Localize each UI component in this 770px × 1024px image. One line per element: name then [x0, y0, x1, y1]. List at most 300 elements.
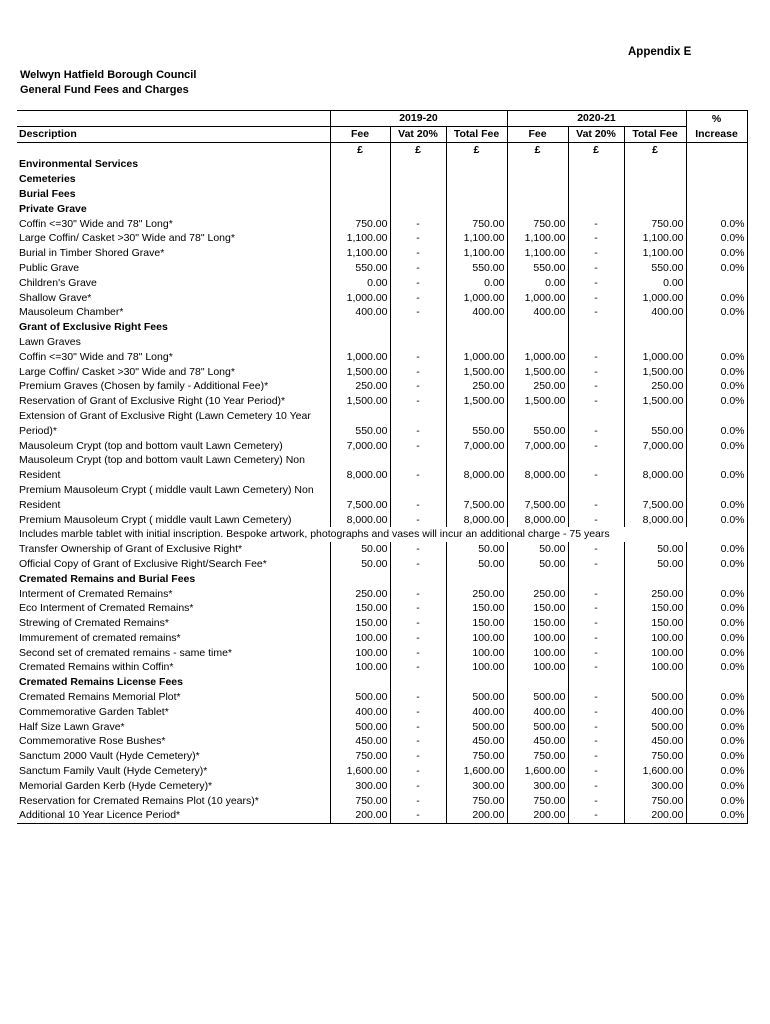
appendix-label: Appendix E — [628, 46, 692, 58]
fee-description: Public Grave — [19, 261, 80, 274]
currency-symbol: £ — [446, 142, 507, 157]
total-2020-value: 50.00 — [624, 542, 686, 557]
fee-row — [17, 439, 747, 454]
empty-cell — [568, 675, 624, 690]
fee-2020-value: 450.00 — [507, 734, 568, 749]
empty-cell — [330, 157, 390, 172]
fee-description: Premium Graves (Chosen by family - Additional Fee)* — [19, 380, 269, 393]
total-2020-value: 1,100.00 — [624, 231, 686, 246]
total-2020-value: 0.00 — [624, 276, 686, 291]
fee-2020-value: 1,000.00 — [507, 291, 568, 306]
currency-spacer — [17, 142, 330, 157]
section-heading: Grant of Exclusive Right Fees — [19, 321, 168, 334]
empty-cell — [330, 675, 390, 690]
header-year-2020-21: 2020-21 — [507, 111, 686, 127]
total-2019-value: 150.00 — [446, 601, 507, 616]
vat-2019-value: - — [390, 217, 446, 232]
vat-2019-value: - — [390, 690, 446, 705]
fee-2019-value: 50.00 — [330, 542, 390, 557]
fee-2019-value: 400.00 — [330, 305, 390, 320]
total-2020-value: 500.00 — [624, 690, 686, 705]
section-heading: Environmental Services — [19, 158, 139, 171]
fee-row — [17, 616, 747, 631]
increase-value: 0.0% — [686, 350, 747, 365]
fee-2019-value: 400.00 — [330, 705, 390, 720]
vat-2020-value: - — [568, 542, 624, 557]
total-2020-value: 200.00 — [624, 808, 686, 823]
fee-2019-value: 500.00 — [330, 690, 390, 705]
empty-cell — [446, 320, 507, 335]
empty-cell — [624, 172, 686, 187]
empty-cell — [507, 157, 568, 172]
fees-table-container — [17, 110, 747, 824]
total-2020-value: 7,000.00 — [624, 439, 686, 454]
header-total-2020: Total Fee — [624, 126, 686, 142]
section-heading-row — [17, 320, 747, 335]
vat-2019-value: - — [390, 513, 446, 528]
empty-cell — [390, 172, 446, 187]
fee-description: Large Coffin/ Casket >30" Wide and 78" Long* — [19, 232, 235, 245]
total-2019-value: 50.00 — [446, 557, 507, 572]
vat-2020-value: - — [568, 557, 624, 572]
vat-2020-value: - — [568, 246, 624, 261]
fee-row — [17, 453, 747, 483]
spacer-cell — [17, 823, 330, 824]
vat-2020-value: - — [568, 483, 624, 513]
empty-cell — [568, 172, 624, 187]
fee-2020-value: 1,500.00 — [507, 394, 568, 409]
fee-description: Second set of cremated remains - same time* — [19, 646, 233, 659]
increase-value: 0.0% — [686, 749, 747, 764]
total-2019-value: 1,500.00 — [446, 365, 507, 380]
vat-2019-value: - — [390, 749, 446, 764]
fee-row — [17, 660, 747, 675]
fee-2020-value: 500.00 — [507, 690, 568, 705]
fee-2019-value: 8,000.00 — [330, 513, 390, 528]
total-2020-value: 550.00 — [624, 261, 686, 276]
vat-2019-value: - — [390, 305, 446, 320]
fee-2019-value: 8,000.00 — [330, 453, 390, 483]
vat-2019-value: - — [390, 261, 446, 276]
vat-2020-value: - — [568, 720, 624, 735]
total-2019-value: 1,600.00 — [446, 764, 507, 779]
fee-2020-value: 750.00 — [507, 749, 568, 764]
empty-cell — [330, 202, 390, 217]
empty-cell — [446, 157, 507, 172]
currency-symbol: £ — [568, 142, 624, 157]
header-vat-2020: Vat 20% — [568, 126, 624, 142]
total-2019-value: 1,100.00 — [446, 231, 507, 246]
header-increase: Increase — [686, 126, 747, 142]
vat-2019-value: - — [390, 794, 446, 809]
fee-description: Large Coffin/ Casket >30" Wide and 78" Long* — [19, 365, 235, 378]
total-2019-value: 0.00 — [446, 276, 507, 291]
empty-cell — [624, 572, 686, 587]
fee-2019-value: 100.00 — [330, 660, 390, 675]
vat-2019-value: - — [390, 557, 446, 572]
fee-2019-value: 1,000.00 — [330, 350, 390, 365]
empty-cell — [330, 172, 390, 187]
section-heading-row — [17, 572, 747, 587]
total-2019-value: 200.00 — [446, 808, 507, 823]
increase-value: 0.0% — [686, 720, 747, 735]
section-heading-row — [17, 172, 747, 187]
vat-2019-value: - — [390, 453, 446, 483]
section-heading-row — [17, 675, 747, 690]
empty-cell — [624, 320, 686, 335]
total-2019-value: 550.00 — [446, 261, 507, 276]
increase-value: 0.0% — [686, 379, 747, 394]
spacer-row — [17, 823, 747, 824]
vat-2019-value: - — [390, 409, 446, 439]
fee-row — [17, 231, 747, 246]
fee-row — [17, 542, 747, 557]
subsection-label: Lawn Graves — [19, 335, 81, 348]
fee-2020-value: 400.00 — [507, 305, 568, 320]
empty-cell — [390, 187, 446, 202]
increase-value: 0.0% — [686, 513, 747, 528]
fee-2019-value: 0.00 — [330, 276, 390, 291]
fee-description: Coffin <=30" Wide and 78" Long* — [19, 217, 173, 230]
fee-description: Sanctum Family Vault (Hyde Cemetery)* — [19, 765, 208, 778]
fee-description: Children's Grave — [19, 276, 97, 289]
vat-2020-value: - — [568, 217, 624, 232]
empty-cell — [446, 202, 507, 217]
header-percent: % — [686, 111, 747, 127]
fee-2019-value: 7,500.00 — [330, 483, 390, 513]
empty-cell — [446, 572, 507, 587]
total-2020-value: 1,500.00 — [624, 394, 686, 409]
fee-2020-value: 1,100.00 — [507, 231, 568, 246]
document-title — [20, 68, 196, 98]
note-text: Includes marble tablet with initial inscription. Bespoke artwork, photographs and vases will incur an additional charge - 75 years — [17, 527, 747, 542]
fee-description: Reservation for Cremated Remains Plot (10 years)* — [19, 794, 259, 807]
fee-description: Sanctum 2000 Vault (Hyde Cemetery)* — [19, 750, 200, 763]
total-2020-value: 1,600.00 — [624, 764, 686, 779]
fee-row — [17, 808, 747, 823]
fee-2019-value: 750.00 — [330, 217, 390, 232]
fee-2019-value: 750.00 — [330, 749, 390, 764]
vat-2019-value: - — [390, 764, 446, 779]
empty-cell — [390, 157, 446, 172]
fee-2020-value: 500.00 — [507, 720, 568, 735]
section-heading-row — [17, 187, 747, 202]
empty-cell — [686, 172, 747, 187]
total-2020-value: 1,000.00 — [624, 291, 686, 306]
empty-cell — [330, 823, 390, 824]
fee-2019-value: 1,100.00 — [330, 246, 390, 261]
total-2020-value: 750.00 — [624, 794, 686, 809]
total-2020-value: 750.00 — [624, 217, 686, 232]
section-heading: Burial Fees — [19, 187, 76, 200]
increase-value: 0.0% — [686, 483, 747, 513]
vat-2020-value: - — [568, 261, 624, 276]
increase-value: 0.0% — [686, 646, 747, 661]
vat-2020-value: - — [568, 794, 624, 809]
total-2019-value: 400.00 — [446, 705, 507, 720]
vat-2019-value: - — [390, 587, 446, 602]
empty-cell — [507, 335, 568, 350]
fee-row — [17, 794, 747, 809]
total-2019-value: 1,500.00 — [446, 394, 507, 409]
vat-2019-value: - — [390, 542, 446, 557]
total-2019-value: 550.00 — [446, 409, 507, 439]
fee-description: Commemorative Rose Bushes* — [19, 735, 166, 748]
fee-row — [17, 379, 747, 394]
fee-row — [17, 646, 747, 661]
increase-value: 0.0% — [686, 231, 747, 246]
vat-2020-value: - — [568, 231, 624, 246]
empty-cell — [624, 335, 686, 350]
increase-value: 0.0% — [686, 734, 747, 749]
empty-cell — [686, 202, 747, 217]
vat-2020-value: - — [568, 439, 624, 454]
vat-2020-value: - — [568, 631, 624, 646]
section-heading-row — [17, 157, 747, 172]
increase-value — [686, 276, 747, 291]
note-row — [17, 527, 747, 542]
vat-2020-value: - — [568, 305, 624, 320]
fee-description: Strewing of Cremated Remains* — [19, 617, 169, 630]
fee-description: Additional 10 Year Licence Period* — [19, 809, 181, 822]
fees-table-body — [17, 157, 747, 823]
fee-row — [17, 365, 747, 380]
vat-2020-value: - — [568, 409, 624, 439]
vat-2019-value: - — [390, 483, 446, 513]
fee-description: Coffin <=30" Wide and 78" Long* — [19, 350, 173, 363]
fee-description: Memorial Garden Kerb (Hyde Cemetery)* — [19, 779, 213, 792]
fee-2019-value: 100.00 — [330, 646, 390, 661]
fee-description: Premium Mausoleum Crypt ( middle vault Lawn Cemetery) Non Resident — [19, 483, 314, 511]
vat-2019-value: - — [390, 291, 446, 306]
empty-cell — [507, 202, 568, 217]
vat-2019-value: - — [390, 779, 446, 794]
fee-2019-value: 50.00 — [330, 557, 390, 572]
vat-2020-value: - — [568, 749, 624, 764]
vat-2020-value: - — [568, 705, 624, 720]
vat-2020-value: - — [568, 513, 624, 528]
fee-2020-value: 0.00 — [507, 276, 568, 291]
total-2020-value: 1,500.00 — [624, 365, 686, 380]
fee-2020-value: 550.00 — [507, 409, 568, 439]
fee-2019-value: 750.00 — [330, 794, 390, 809]
vat-2019-value: - — [390, 720, 446, 735]
fee-2020-value: 1,600.00 — [507, 764, 568, 779]
vat-2019-value: - — [390, 231, 446, 246]
header-description: Description — [17, 126, 330, 142]
fee-row — [17, 705, 747, 720]
total-2019-value: 250.00 — [446, 587, 507, 602]
fee-2019-value: 7,000.00 — [330, 439, 390, 454]
fee-2020-value: 150.00 — [507, 601, 568, 616]
vat-2020-value: - — [568, 365, 624, 380]
fee-row — [17, 350, 747, 365]
total-2020-value: 7,500.00 — [624, 483, 686, 513]
vat-2019-value: - — [390, 631, 446, 646]
currency-symbol: £ — [330, 142, 390, 157]
total-2019-value: 750.00 — [446, 217, 507, 232]
total-2019-value: 7,000.00 — [446, 439, 507, 454]
header-row-columns — [17, 126, 747, 142]
total-2019-value: 50.00 — [446, 542, 507, 557]
fee-2019-value: 1,000.00 — [330, 291, 390, 306]
vat-2019-value: - — [390, 601, 446, 616]
total-2019-value: 1,000.00 — [446, 350, 507, 365]
vat-2019-value: - — [390, 616, 446, 631]
fee-description: Mausoleum Chamber* — [19, 306, 124, 319]
total-2020-value: 400.00 — [624, 305, 686, 320]
section-heading: Cremated Remains License Fees — [19, 676, 183, 689]
fee-2020-value: 300.00 — [507, 779, 568, 794]
increase-value: 0.0% — [686, 542, 747, 557]
increase-value: 0.0% — [686, 365, 747, 380]
vat-2019-value: - — [390, 350, 446, 365]
fee-2020-value: 150.00 — [507, 616, 568, 631]
vat-2020-value: - — [568, 453, 624, 483]
fee-row — [17, 409, 747, 439]
vat-2019-value: - — [390, 734, 446, 749]
header-row-currency — [17, 142, 747, 157]
subsection-row — [17, 335, 747, 350]
fee-2020-value: 400.00 — [507, 705, 568, 720]
total-2019-value: 7,500.00 — [446, 483, 507, 513]
fee-2020-value: 1,000.00 — [507, 350, 568, 365]
fee-description: Burial in Timber Shored Grave* — [19, 247, 165, 260]
vat-2020-value: - — [568, 690, 624, 705]
total-2020-value: 1,100.00 — [624, 246, 686, 261]
total-2020-value: 1,000.00 — [624, 350, 686, 365]
empty-cell — [624, 187, 686, 202]
section-heading: Cremated Remains and Burial Fees — [19, 572, 196, 585]
fee-row — [17, 246, 747, 261]
fee-2020-value: 200.00 — [507, 808, 568, 823]
fee-2019-value: 1,500.00 — [330, 394, 390, 409]
empty-cell — [568, 157, 624, 172]
header-total-2019: Total Fee — [446, 126, 507, 142]
empty-cell — [568, 335, 624, 350]
fee-description: Extension of Grant of Exclusive Right (Lawn Cemetery 10 Year Period)* — [19, 409, 311, 437]
total-2019-value: 8,000.00 — [446, 453, 507, 483]
total-2020-value: 500.00 — [624, 720, 686, 735]
empty-cell — [624, 157, 686, 172]
section-heading: Private Grave — [19, 202, 87, 215]
vat-2019-value: - — [390, 660, 446, 675]
fee-row — [17, 749, 747, 764]
fees-table — [17, 110, 748, 824]
fee-2020-value: 8,000.00 — [507, 453, 568, 483]
fee-description: Premium Mausoleum Crypt ( middle vault Lawn Cemetery) — [19, 513, 292, 526]
empty-cell — [390, 675, 446, 690]
fee-row — [17, 261, 747, 276]
total-2019-value: 1,000.00 — [446, 291, 507, 306]
fee-2020-value: 7,500.00 — [507, 483, 568, 513]
empty-cell — [507, 823, 568, 824]
currency-symbol: £ — [390, 142, 446, 157]
header-year-2019-20: 2019-20 — [330, 111, 507, 127]
total-2020-value: 400.00 — [624, 705, 686, 720]
fee-2019-value: 150.00 — [330, 601, 390, 616]
total-2019-value: 500.00 — [446, 690, 507, 705]
fee-2019-value: 500.00 — [330, 720, 390, 735]
total-2020-value: 150.00 — [624, 616, 686, 631]
fee-row — [17, 557, 747, 572]
empty-cell — [568, 202, 624, 217]
fee-row — [17, 394, 747, 409]
empty-cell — [686, 335, 747, 350]
increase-value: 0.0% — [686, 409, 747, 439]
fee-description: Reservation of Grant of Exclusive Right (10 Year Period)* — [19, 395, 286, 408]
vat-2019-value: - — [390, 276, 446, 291]
increase-value: 0.0% — [686, 246, 747, 261]
empty-cell — [330, 335, 390, 350]
vat-2020-value: - — [568, 808, 624, 823]
fee-2020-value: 7,000.00 — [507, 439, 568, 454]
fee-row — [17, 690, 747, 705]
fee-2020-value: 100.00 — [507, 631, 568, 646]
empty-cell — [686, 320, 747, 335]
empty-cell — [446, 335, 507, 350]
empty-cell — [390, 335, 446, 350]
vat-2020-value: - — [568, 646, 624, 661]
increase-value: 0.0% — [686, 217, 747, 232]
fee-2020-value: 250.00 — [507, 587, 568, 602]
header-spacer — [17, 111, 330, 127]
fee-row — [17, 734, 747, 749]
fee-2020-value: 750.00 — [507, 217, 568, 232]
vat-2020-value: - — [568, 394, 624, 409]
fee-2019-value: 450.00 — [330, 734, 390, 749]
total-2020-value: 150.00 — [624, 601, 686, 616]
increase-value: 0.0% — [686, 690, 747, 705]
empty-cell — [446, 187, 507, 202]
increase-value: 0.0% — [686, 453, 747, 483]
fee-2019-value: 250.00 — [330, 379, 390, 394]
increase-value: 0.0% — [686, 764, 747, 779]
fee-2019-value: 1,100.00 — [330, 231, 390, 246]
total-2019-value: 100.00 — [446, 631, 507, 646]
empty-cell — [686, 187, 747, 202]
total-2020-value: 450.00 — [624, 734, 686, 749]
fee-2020-value: 1,100.00 — [507, 246, 568, 261]
empty-cell — [390, 320, 446, 335]
vat-2019-value: - — [390, 365, 446, 380]
vat-2020-value: - — [568, 587, 624, 602]
total-2020-value: 8,000.00 — [624, 513, 686, 528]
vat-2019-value: - — [390, 379, 446, 394]
empty-cell — [507, 675, 568, 690]
vat-2020-value: - — [568, 291, 624, 306]
increase-value: 0.0% — [686, 631, 747, 646]
empty-cell — [446, 823, 507, 824]
fee-description: Shallow Grave* — [19, 291, 92, 304]
fee-2020-value: 8,000.00 — [507, 513, 568, 528]
header-vat-2019: Vat 20% — [390, 126, 446, 142]
fee-row — [17, 217, 747, 232]
vat-2020-value: - — [568, 601, 624, 616]
increase-value: 0.0% — [686, 808, 747, 823]
empty-cell — [507, 172, 568, 187]
fee-2020-value: 550.00 — [507, 261, 568, 276]
fee-description: Eco Interment of Cremated Remains* — [19, 602, 194, 615]
fee-2019-value: 300.00 — [330, 779, 390, 794]
increase-value: 0.0% — [686, 601, 747, 616]
empty-cell — [568, 823, 624, 824]
fee-row — [17, 631, 747, 646]
fee-2019-value: 200.00 — [330, 808, 390, 823]
fee-description: Mausoleum Crypt (top and bottom vault Lawn Cemetery) — [19, 439, 283, 452]
header-row-years — [17, 111, 747, 127]
fee-row — [17, 720, 747, 735]
